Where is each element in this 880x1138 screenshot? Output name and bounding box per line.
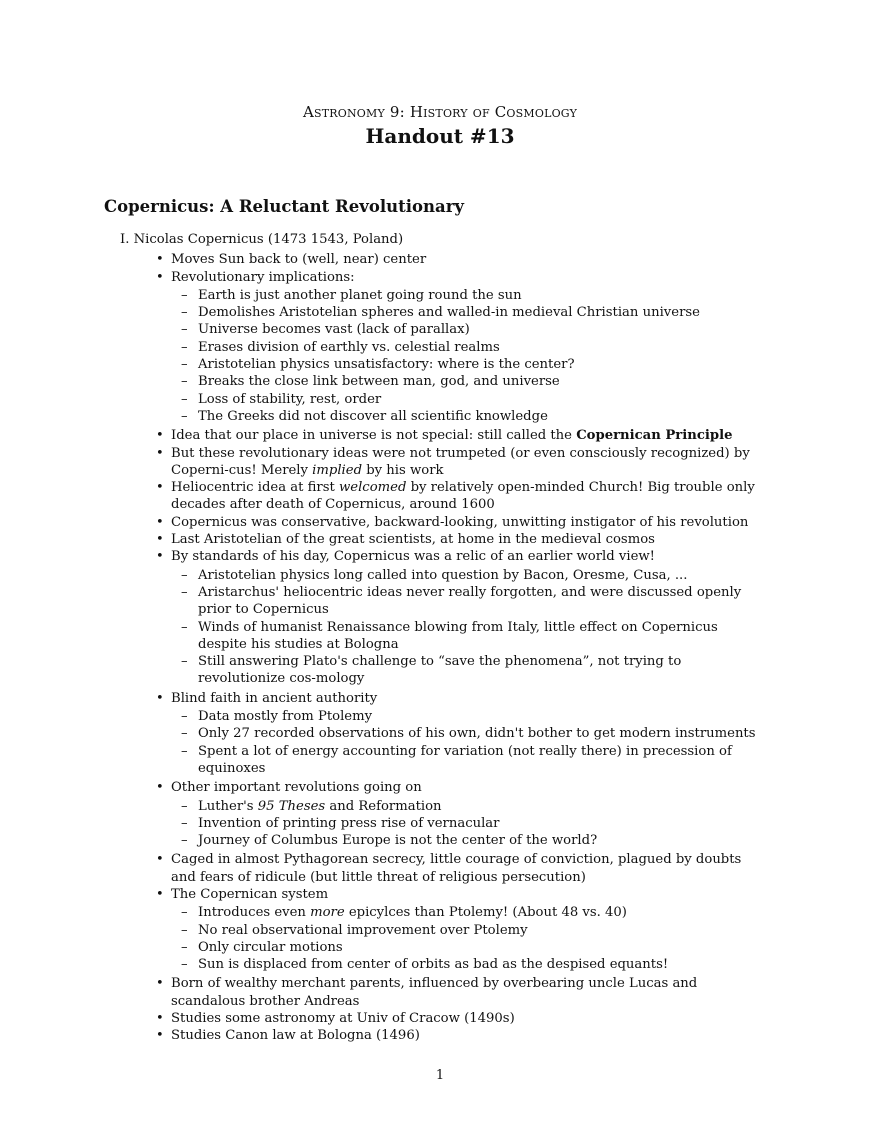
handout-title: Handout #13 <box>365 124 515 148</box>
copernican-principle-term: Copernican Principle <box>576 428 733 444</box>
list-item-text: by relatively open-minded Church! Big trouble only decades after death of Copernicus, around 1600 <box>171 480 755 513</box>
list-item <box>171 779 768 849</box>
list-item <box>171 851 768 886</box>
sub-item: – Only circular motions <box>198 939 768 956</box>
list-item-text: Blind faith in ancient authority <box>171 690 378 706</box>
emphasis: welcomed <box>339 480 407 496</box>
list-item <box>171 975 768 1010</box>
emphasis: implied <box>312 462 363 478</box>
list-item-text: By standards of his day, Copernicus was a relic of an earlier world view! <box>171 549 655 565</box>
sub-item: – Breaks the close link between man, god, and universe <box>198 373 768 390</box>
list-item <box>171 514 768 531</box>
sub-item: – Aristotelian physics long called into question by Bacon, Oresme, Cusa, ... <box>198 567 768 584</box>
sub-item: – Data mostly from Ptolemy <box>198 708 768 725</box>
outline <box>104 231 768 1045</box>
list-item <box>171 531 768 548</box>
sub-item: – Universe becomes vast (lack of parallax) <box>198 321 768 338</box>
sub-item: – Winds of humanist Renaissance blowing from Italy, little effect on Copernicus despite his studies at Bologna <box>198 619 768 654</box>
sub-item: – Invention of printing press rise of vernacular <box>198 815 768 832</box>
outline-item-roman <box>104 231 768 248</box>
list-item <box>171 886 768 973</box>
list-item-text: Last Aristotelian of the great scientists, at home in the medieval cosmos <box>171 532 655 548</box>
sub-list <box>171 567 768 688</box>
list-item <box>171 479 768 514</box>
sub-item: – Loss of stability, rest, order <box>198 391 768 408</box>
sub-item-text: Luther's <box>198 798 258 814</box>
list-item-text: by his work <box>362 462 444 478</box>
sub-list <box>171 287 768 425</box>
list-item-text: The Copernican system <box>171 886 329 902</box>
list-item <box>171 251 768 268</box>
sub-item: – Aristarchus' heliocentric ideas never really forgotten, and were discussed openly prior to Copernicus <box>198 584 768 619</box>
emphasis: 95 Theses <box>257 798 326 814</box>
sub-item: – Spent a lot of energy accounting for variation (not really there) in precession of equinoxes <box>198 743 768 778</box>
list-item-text: Other important revolutions going on <box>171 780 422 796</box>
list-item <box>171 445 768 480</box>
list-item-text: Moves Sun back to (well, near) center <box>171 252 427 268</box>
list-item-text: Studies some astronomy at Univ of Cracow (1490s) <box>171 1011 515 1027</box>
sub-item: – Earth is just another planet going round the sun <box>198 287 768 304</box>
list-item <box>171 690 768 777</box>
list-item-text: Studies Canon law at Bologna (1496) <box>171 1028 420 1044</box>
list-item-text: Copernicus was conservative, backward-looking, unwitting instigator of his revolution <box>171 514 749 530</box>
sub-item-text: epicylces than Ptolemy! (About 48 vs. 40) <box>344 905 627 921</box>
sub-item-text: Introduces even <box>198 905 311 921</box>
list-item <box>171 269 768 426</box>
sub-item: – The Greeks did not discover all scientific knowledge <box>198 408 768 425</box>
list-item <box>171 548 768 687</box>
sub-list <box>171 708 768 777</box>
sub-item: – Demolishes Aristotelian spheres and walled-in medieval Christian universe <box>198 304 768 321</box>
sub-list <box>171 904 768 973</box>
sub-list <box>171 798 768 850</box>
list-item-text: Idea that our place in universe is not special: still called the <box>171 428 577 444</box>
sub-item: – Still answering Plato's challenge to “save the phenomena”, not trying to revolutionize cos-mology <box>198 653 768 688</box>
sub-item: – Aristotelian physics unsatisfactory: where is the center? <box>198 356 768 373</box>
sub-item: – Journey of Columbus Europe is not the center of the world? <box>198 832 768 849</box>
list-item <box>171 1010 768 1027</box>
list-item <box>171 1027 768 1044</box>
sub-item <box>198 904 768 921</box>
sub-item: – Erases division of earthly vs. celestial realms <box>198 339 768 356</box>
sub-item: – No real observational improvement over Ptolemy <box>198 922 768 939</box>
list-item-text: Heliocentric idea at first <box>171 480 339 496</box>
sub-item: – Sun is displaced from center of orbits as bad as the despised equants! <box>198 956 768 973</box>
list-item-text: Born of wealthy merchant parents, influenced by overbearing uncle Lucas and scandalous brother Andreas <box>171 976 698 1009</box>
course-title: Astronomy 9: History of Cosmology <box>302 103 578 121</box>
sub-item-text: and Reformation <box>325 798 442 814</box>
sub-item <box>198 798 768 815</box>
list-item-text: Caged in almost Pythagorean secrecy, little courage of conviction, plagued by doubts and fears of ridicule (but little threat of religious persecution) <box>171 852 742 885</box>
list-item-text: But these revolutionary ideas were not trumpeted (or even consciously recognized) by Coperni-cus! Merely <box>171 445 750 478</box>
emphasis: more <box>310 905 345 921</box>
sub-item: – Only 27 recorded observations of his own, didn't bother to get modern instruments <box>198 725 768 742</box>
roman-heading: Nicolas Copernicus (1473 1543, Poland) <box>133 232 404 247</box>
bullet-list <box>104 251 768 1044</box>
list-item <box>171 427 768 444</box>
page-number: 1 <box>435 1068 445 1083</box>
list-item-text: Revolutionary implications: <box>171 269 355 285</box>
roman-numeral: I. <box>120 232 130 247</box>
section-title: Copernicus: A Reluctant Revolutionary <box>104 197 464 216</box>
